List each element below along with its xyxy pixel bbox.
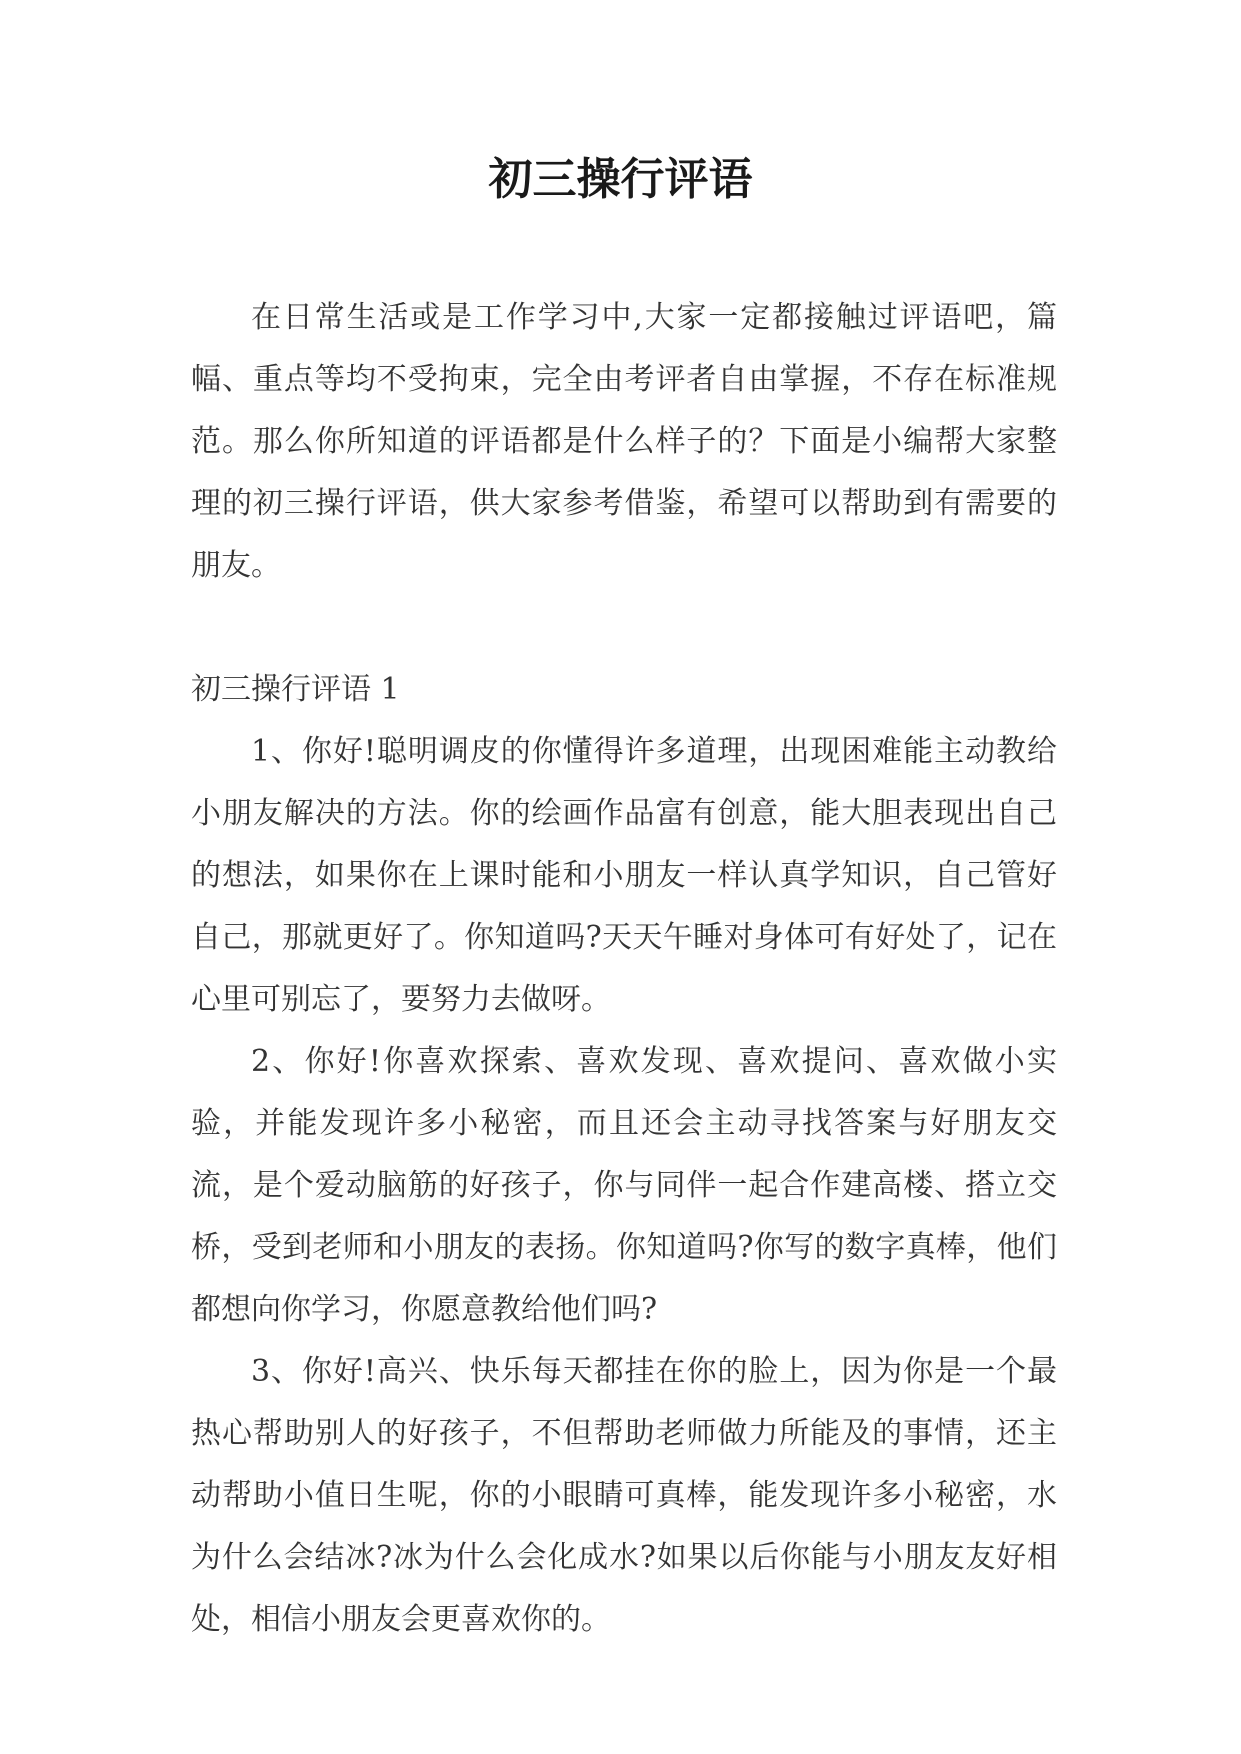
intro-paragraph: 在日常生活或是工作学习中,大家一定都接触过评语吧，篇幅、重点等均不受拘束，完全由考评者自由掌握，不存在标准规范。那么你所知道的评语都是什么样子的？下面是小编帮大家整理的初三操行评语，供大家参考借鉴，希望可以帮助到有需要的朋友。	[191, 300, 1057, 583]
comment-item-1: 1、你好!聪明调皮的你懂得许多道理，出现困难能主动教给小朋友解决的方法。你的绘画作品富有创意，能大胆表现出自己的想法，如果你在上课时能和小朋友一样认真学知识，自己管好自己，那就更好了。你知道吗?天天午睡对身体可有好处了，记在心里可别忘了，要努力去做呀。	[191, 734, 1057, 1017]
section-heading: 初三操行评语 1	[191, 672, 400, 707]
document-body	[191, 287, 1057, 1651]
comment-item-2: 2、你好!你喜欢探索、喜欢发现、喜欢提问、喜欢做小实验，并能发现许多小秘密，而且还会主动寻找答案与好朋友交流，是个爱动脑筋的好孩子，你与同伴一起合作建高楼、搭立交桥，受到老师和小朋友的表扬。你知道吗?你写的数字真棒，他们都想向你学习，你愿意教给他们吗?	[191, 1044, 1057, 1327]
comment-item-3: 3、你好!高兴、快乐每天都挂在你的脸上，因为你是一个最热心帮助别人的好孩子，不但帮助老师做力所能及的事情，还主动帮助小值日生呢，你的小眼睛可真棒，能发现许多小秘密，水为什么会结冰?冰为什么会化成水?如果以后你能与小朋友友好相处，相信小朋友会更喜欢你的。	[191, 1354, 1057, 1637]
document-title: 初三操行评语	[488, 154, 753, 205]
